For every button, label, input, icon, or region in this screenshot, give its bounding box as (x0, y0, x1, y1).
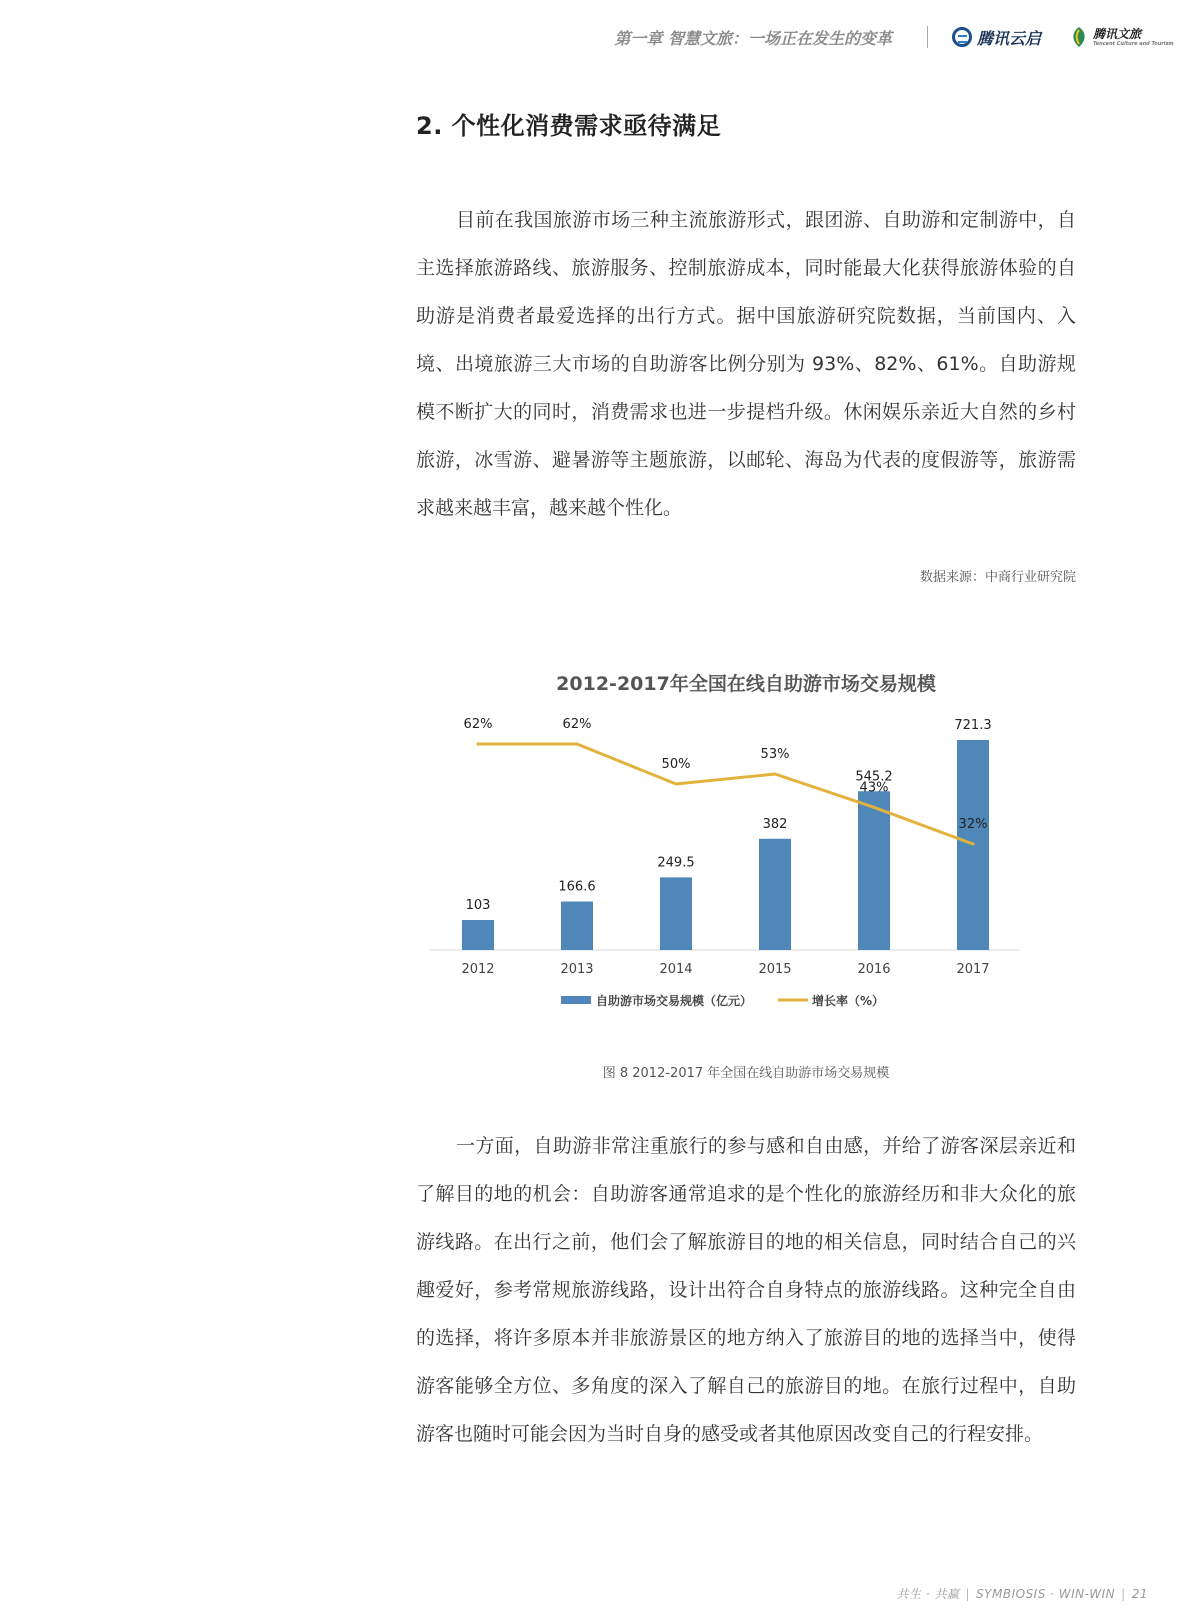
growth-label-2013: 62% (562, 717, 592, 732)
x-tick-2017: 2017 (956, 962, 990, 977)
tencent-culture-logo (1070, 22, 1174, 52)
legend-bar-swatch (561, 996, 591, 1004)
chart-title: 2012-2017年全国在线自助游市场交易规模 (556, 673, 936, 695)
x-tick-2016: 2016 (857, 962, 891, 977)
data-source-note: 数据来源：中商行业研究院 (919, 570, 1076, 585)
header-divider (927, 26, 928, 48)
leaf-logo-icon (1070, 26, 1088, 48)
bar-value-label-2017: 721.3 (954, 718, 992, 733)
bar-value-label-2013: 166.6 (558, 879, 596, 895)
x-tick-2012: 2012 (461, 962, 495, 977)
footer-separator: | (965, 1587, 971, 1601)
page-number: 21 (1131, 1587, 1148, 1601)
bar-value-label-2014: 249.5 (657, 855, 695, 871)
footer-slogan-en: SYMBIOSIS · WIN-WIN (976, 1587, 1116, 1601)
section-title: 2. 个性化消费需求亟待满足 (416, 112, 722, 140)
bar-2016 (858, 791, 890, 950)
paragraph-2: 一方面，自助游非常注重旅行的参与感和自由感，并给了游客深层亲近和了解目的地的机会：自助游客通常追求的是个性化的旅游经历和非大众化的旅游线路。在出行之前，他们会了解旅游目的地的相关信息，同时结合自己的兴趣爱好，参考常规旅游线路，设计出符合自身特点的旅游线路。这种完全自由的选择，将许多原本并非旅游景区的地方纳入了旅游目的地的选择当中，使得游客能够全方位、多角度的深入了解自己的旅游目的地。在旅行过程中，自助游客也随时可能会因为当时自身的感受或者其他原因改变自己的行程安排。 (416, 1135, 1076, 1445)
culture-logo-text: 腾讯文旅 (1093, 26, 1142, 41)
bar-value-label-2016: 545.2 (855, 769, 893, 785)
legend-bar-label: 自助游市场交易规模（亿元） (596, 994, 753, 1008)
culture-logo-subtext: Tencent Culture and Tourism (1093, 40, 1174, 47)
bar-2015 (759, 839, 791, 950)
bar-line-chart (416, 670, 1076, 1030)
growth-rate-line (478, 744, 973, 844)
footer-separator: | (1121, 1587, 1126, 1601)
x-tick-2014: 2014 (659, 962, 693, 977)
bar-2013 (561, 901, 593, 950)
bar-2012 (462, 920, 494, 950)
bar-2014 (660, 877, 692, 950)
x-tick-2015: 2015 (758, 962, 792, 977)
tencent-cloud-logo (952, 22, 1041, 52)
bar-value-label-2015: 382 (762, 816, 788, 832)
cloud-logo-text: 腾讯云启 (977, 28, 1042, 48)
growth-label-2014: 50% (661, 757, 691, 772)
figure-caption: 图 8 2012-2017 年全国在线自助游市场交易规模 (602, 1066, 890, 1081)
legend-line-label: 增长率（%） (812, 994, 885, 1008)
page-header (0, 22, 1192, 58)
paragraph-1: 目前在我国旅游市场三种主流旅游形式，跟团游、自助游和定制游中，自主选择旅游路线、旅游服务、控制旅游成本，同时能最大化获得旅游体验的自助游是消费者最爱选择的出行方式。据中国旅游研究院数据，当前国内、入境、出境旅游三大市场的自助游客比例分别为 93%、82%、61%。自助游规模不断扩大的同时，消费需求也进一步提档升级。休闲娱乐亲近大自然的乡村旅游，冰雪游、避暑游等主题旅游，以邮轮、海岛为代表的度假游等，旅游需求越来越丰富，越来越个性化。 (416, 209, 1076, 519)
growth-label-2015: 53% (760, 747, 790, 762)
cloud-logo-icon (952, 27, 972, 47)
chapter-title: 第一章 智慧文旅：一场正在发生的变革 (614, 29, 892, 48)
growth-label-2012: 62% (463, 717, 493, 732)
growth-point-2015 (774, 773, 777, 776)
growth-point-2012 (477, 743, 480, 746)
growth-point-2017 (972, 843, 975, 846)
growth-label-2016: 43% (859, 780, 889, 796)
bar-value-label-2012: 103 (465, 898, 491, 914)
growth-point-2016 (873, 806, 876, 809)
growth-point-2014 (675, 783, 678, 786)
x-tick-2013: 2013 (560, 962, 594, 977)
growth-point-2013 (576, 743, 579, 746)
chart-container (416, 670, 1076, 1080)
page-footer (897, 1585, 1148, 1602)
growth-label-2017: 32% (958, 817, 988, 832)
footer-slogan-cn: 共生 · 共赢 (896, 1587, 960, 1601)
